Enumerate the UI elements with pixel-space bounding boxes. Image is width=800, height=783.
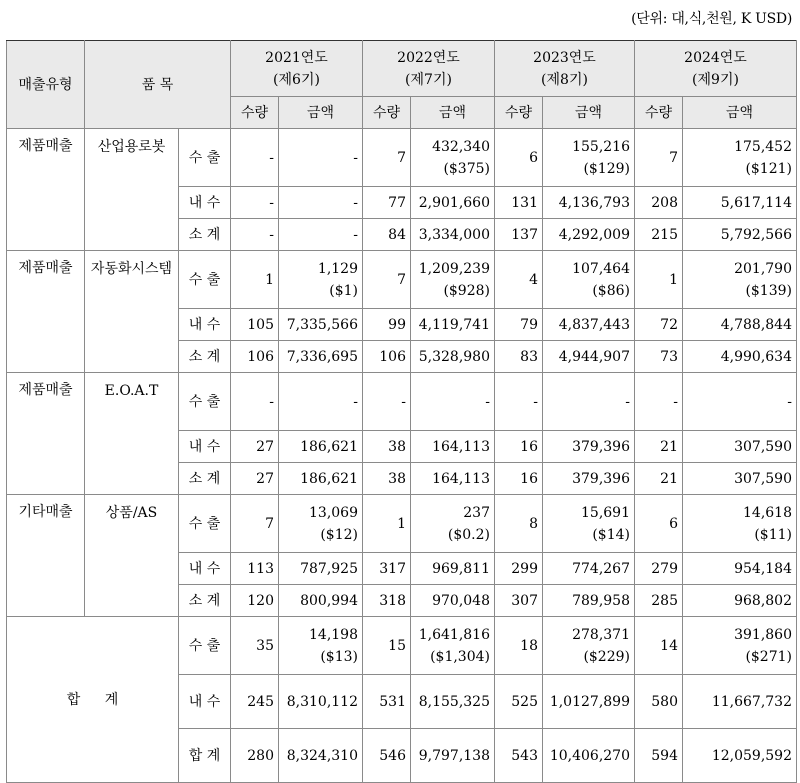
- qty-cell: 73: [635, 341, 683, 373]
- qty-cell: 15: [363, 617, 411, 675]
- header-row-years: [7, 41, 797, 97]
- amount-cell: [543, 495, 635, 553]
- qty-cell: 27: [231, 431, 279, 463]
- amount-krw: 15,691: [581, 504, 630, 521]
- amount-cell: [543, 187, 635, 219]
- amount-usd: ($1): [329, 282, 358, 299]
- amount-krw: 186,621: [300, 438, 358, 455]
- sales-type-cell: 기타매출: [7, 495, 85, 617]
- amount-cell: [279, 617, 363, 675]
- amount-krw: 164,113: [432, 438, 490, 455]
- amount-krw: 4,944,907: [558, 348, 630, 365]
- amount-krw: 800,994: [300, 592, 358, 609]
- amount-cell: [543, 675, 635, 729]
- qty-cell: 6: [495, 129, 543, 187]
- qty-cell: -: [231, 129, 279, 187]
- table-body: [7, 129, 797, 783]
- amount-krw: 379,396: [572, 470, 630, 487]
- amount-cell: [683, 219, 797, 251]
- amount-usd: ($129): [583, 160, 630, 177]
- amount-cell: [411, 495, 495, 553]
- qty-cell: 7: [635, 129, 683, 187]
- header-item: 품 목: [85, 41, 231, 129]
- amount-cell: [279, 341, 363, 373]
- qty-cell: -: [231, 373, 279, 431]
- row-label-cell: 수 출: [179, 495, 231, 553]
- qty-cell: 16: [495, 431, 543, 463]
- amount-cell: [543, 729, 635, 783]
- amount-krw: 1,209,239: [418, 260, 490, 277]
- header-year-2024: [635, 41, 797, 97]
- amount-cell: [411, 729, 495, 783]
- term-label: (제7기): [405, 71, 452, 88]
- amount-krw: 11,667,732: [711, 693, 792, 710]
- qty-cell: 105: [231, 309, 279, 341]
- amount-krw: 4,837,443: [558, 316, 630, 333]
- qty-cell: 131: [495, 187, 543, 219]
- amount-krw: -: [353, 149, 358, 166]
- qty-cell: 16: [495, 463, 543, 495]
- qty-cell: 14: [635, 617, 683, 675]
- amount-krw: 12,059,592: [711, 747, 792, 764]
- amount-cell: [411, 219, 495, 251]
- table-row: [7, 495, 797, 553]
- amount-cell: [279, 129, 363, 187]
- amount-usd: ($271): [745, 648, 792, 665]
- amount-cell: [411, 187, 495, 219]
- qty-cell: 215: [635, 219, 683, 251]
- row-label-cell: 소 계: [179, 585, 231, 617]
- amount-krw: 10,406,270: [549, 747, 630, 764]
- qty-cell: 84: [363, 219, 411, 251]
- amount-cell: [543, 617, 635, 675]
- qty-cell: -: [363, 373, 411, 431]
- amount-krw: 5,617,114: [720, 194, 792, 211]
- amount-krw: 14,198: [309, 626, 358, 643]
- amount-cell: [543, 463, 635, 495]
- qty-cell: 6: [635, 495, 683, 553]
- amount-krw: 2,901,660: [418, 194, 490, 211]
- amount-krw: -: [787, 393, 792, 410]
- amount-krw: -: [353, 226, 358, 243]
- amount-cell: [411, 617, 495, 675]
- amount-krw: 175,452: [734, 138, 792, 155]
- amount-krw: -: [485, 393, 490, 410]
- amount-usd: ($139): [745, 282, 792, 299]
- qty-cell: 317: [363, 553, 411, 585]
- amount-usd: ($1,304): [430, 648, 490, 665]
- amount-krw: 4,136,793: [558, 194, 630, 211]
- row-label-cell: 소 계: [179, 219, 231, 251]
- amount-usd: ($121): [745, 160, 792, 177]
- qty-cell: 543: [495, 729, 543, 783]
- amount-krw: 278,371: [572, 626, 630, 643]
- amount-cell: [683, 251, 797, 309]
- header-amount: 금액: [411, 97, 495, 129]
- amount-cell: [279, 675, 363, 729]
- amount-usd: ($86): [592, 282, 630, 299]
- qty-cell: 113: [231, 553, 279, 585]
- amount-cell: [279, 729, 363, 783]
- amount-krw: 954,184: [734, 560, 792, 577]
- header-qty: 수량: [363, 97, 411, 129]
- qty-cell: 318: [363, 585, 411, 617]
- header-sales-type: 매출유형: [7, 41, 85, 129]
- qty-cell: 7: [363, 129, 411, 187]
- amount-cell: [683, 431, 797, 463]
- amount-cell: [411, 373, 495, 431]
- qty-cell: 21: [635, 431, 683, 463]
- amount-usd: ($0.2): [447, 526, 490, 543]
- row-label-cell: 내 수: [179, 553, 231, 585]
- row-label-cell: 합 계: [179, 729, 231, 783]
- amount-cell: [279, 309, 363, 341]
- qty-cell: 1: [231, 251, 279, 309]
- qty-cell: 208: [635, 187, 683, 219]
- qty-cell: 27: [231, 463, 279, 495]
- qty-cell: 580: [635, 675, 683, 729]
- qty-cell: 21: [635, 463, 683, 495]
- amount-cell: [683, 553, 797, 585]
- amount-cell: [683, 675, 797, 729]
- qty-cell: 1: [635, 251, 683, 309]
- amount-krw: 789,958: [572, 592, 630, 609]
- amount-krw: 237: [463, 504, 490, 521]
- row-label-cell: 소 계: [179, 341, 231, 373]
- sales-type-cell: 제품매출: [7, 373, 85, 495]
- sales-type-cell: 제품매출: [7, 251, 85, 373]
- amount-cell: [683, 341, 797, 373]
- qty-cell: 307: [495, 585, 543, 617]
- amount-cell: [543, 219, 635, 251]
- qty-cell: 525: [495, 675, 543, 729]
- header-qty: 수량: [635, 97, 683, 129]
- amount-krw: 107,464: [572, 260, 630, 277]
- amount-cell: [683, 585, 797, 617]
- amount-krw: 5,328,980: [418, 348, 490, 365]
- amount-krw: 391,860: [734, 626, 792, 643]
- row-label-cell: 수 출: [179, 373, 231, 431]
- amount-krw: 155,216: [572, 138, 630, 155]
- amount-cell: [279, 373, 363, 431]
- amount-usd: ($375): [443, 160, 490, 177]
- amount-cell: [683, 617, 797, 675]
- table-row: [7, 373, 797, 431]
- item-name-cell: 상품/AS: [85, 495, 179, 617]
- header-amount: 금액: [279, 97, 363, 129]
- amount-krw: 7,336,695: [286, 348, 358, 365]
- qty-cell: -: [231, 219, 279, 251]
- amount-cell: [411, 553, 495, 585]
- amount-krw: 970,048: [432, 592, 490, 609]
- amount-krw: 4,292,009: [558, 226, 630, 243]
- qty-cell: 83: [495, 341, 543, 373]
- item-name-cell: 자동화시스템: [85, 251, 179, 373]
- amount-cell: [411, 585, 495, 617]
- header-year-2021: [231, 41, 363, 97]
- total-row: [7, 617, 797, 675]
- amount-cell: [279, 495, 363, 553]
- amount-krw: 164,113: [432, 470, 490, 487]
- qty-cell: 299: [495, 553, 543, 585]
- row-label-cell: 수 출: [179, 251, 231, 309]
- qty-cell: 18: [495, 617, 543, 675]
- amount-krw: 4,119,741: [418, 316, 490, 333]
- amount-cell: [683, 729, 797, 783]
- qty-cell: 38: [363, 463, 411, 495]
- amount-krw: 3,334,000: [418, 226, 490, 243]
- amount-krw: 968,802: [734, 592, 792, 609]
- amount-cell: [683, 495, 797, 553]
- amount-cell: [543, 341, 635, 373]
- qty-cell: 7: [363, 251, 411, 309]
- row-label-cell: 내 수: [179, 431, 231, 463]
- amount-cell: [279, 251, 363, 309]
- header-qty: 수량: [231, 97, 279, 129]
- amount-cell: [683, 463, 797, 495]
- amount-krw: 432,340: [432, 138, 490, 155]
- item-name-cell: 산업용로봇: [85, 129, 179, 251]
- qty-cell: -: [231, 187, 279, 219]
- sales-table: [6, 40, 797, 783]
- amount-cell: [411, 463, 495, 495]
- qty-cell: 35: [231, 617, 279, 675]
- qty-cell: 38: [363, 431, 411, 463]
- header-year-2023: [495, 41, 635, 97]
- amount-cell: [279, 585, 363, 617]
- amount-usd: ($12): [320, 526, 358, 543]
- qty-cell: 280: [231, 729, 279, 783]
- qty-cell: 72: [635, 309, 683, 341]
- qty-cell: 7: [231, 495, 279, 553]
- header-year-2022: [363, 41, 495, 97]
- amount-krw: 9,797,138: [418, 747, 490, 764]
- qty-cell: 106: [231, 341, 279, 373]
- term-label: (제6기): [273, 71, 320, 88]
- amount-cell: [543, 373, 635, 431]
- row-label-cell: 수 출: [179, 617, 231, 675]
- qty-cell: 279: [635, 553, 683, 585]
- amount-cell: [411, 675, 495, 729]
- amount-krw: 8,155,325: [418, 693, 490, 710]
- amount-krw: -: [353, 393, 358, 410]
- amount-cell: [543, 585, 635, 617]
- row-label-cell: 내 수: [179, 675, 231, 729]
- row-label-cell: 내 수: [179, 309, 231, 341]
- unit-note: (단위: 대,식,천원, K USD): [631, 11, 792, 27]
- qty-cell: 79: [495, 309, 543, 341]
- qty-cell: 137: [495, 219, 543, 251]
- header-qty: 수량: [495, 97, 543, 129]
- amount-krw: 1,129: [317, 260, 358, 277]
- amount-cell: [279, 553, 363, 585]
- grand-total-label: 합 계: [7, 617, 179, 783]
- qty-cell: 531: [363, 675, 411, 729]
- amount-krw: 8,324,310: [286, 747, 358, 764]
- amount-krw: 7,335,566: [286, 316, 358, 333]
- amount-krw: 379,396: [572, 438, 630, 455]
- amount-cell: [543, 129, 635, 187]
- amount-krw: 4,788,844: [720, 316, 792, 333]
- amount-usd: ($928): [443, 282, 490, 299]
- amount-krw: 5,792,566: [720, 226, 792, 243]
- amount-cell: [683, 373, 797, 431]
- year-label: 2024연도: [684, 49, 747, 66]
- amount-krw: 4,990,634: [720, 348, 792, 365]
- amount-krw: 14,618: [743, 504, 792, 521]
- amount-usd: ($13): [320, 648, 358, 665]
- header-amount: 금액: [543, 97, 635, 129]
- qty-cell: 546: [363, 729, 411, 783]
- term-label: (제8기): [541, 71, 588, 88]
- qty-cell: 245: [231, 675, 279, 729]
- amount-cell: [411, 431, 495, 463]
- amount-cell: [543, 309, 635, 341]
- row-label-cell: 소 계: [179, 463, 231, 495]
- amount-krw: -: [353, 194, 358, 211]
- amount-krw: 969,811: [432, 560, 490, 577]
- amount-cell: [279, 431, 363, 463]
- sales-type-cell: 제품매출: [7, 129, 85, 251]
- amount-cell: [279, 187, 363, 219]
- amount-cell: [411, 341, 495, 373]
- amount-krw: 13,069: [309, 504, 358, 521]
- year-label: 2023연도: [533, 49, 596, 66]
- qty-cell: -: [495, 373, 543, 431]
- item-name-cell: E.O.A.T: [85, 373, 179, 495]
- row-label-cell: 내 수: [179, 187, 231, 219]
- amount-cell: [411, 309, 495, 341]
- qty-cell: 594: [635, 729, 683, 783]
- amount-krw: 8,310,112: [286, 693, 358, 710]
- amount-cell: [683, 187, 797, 219]
- amount-cell: [543, 431, 635, 463]
- amount-usd: ($11): [754, 526, 792, 543]
- qty-cell: 99: [363, 309, 411, 341]
- qty-cell: 77: [363, 187, 411, 219]
- amount-cell: [411, 129, 495, 187]
- amount-krw: 774,267: [572, 560, 630, 577]
- amount-krw: 201,790: [734, 260, 792, 277]
- amount-cell: [279, 463, 363, 495]
- term-label: (제9기): [692, 71, 739, 88]
- amount-cell: [543, 251, 635, 309]
- qty-cell: 1: [363, 495, 411, 553]
- amount-usd: ($229): [583, 648, 630, 665]
- table-row: [7, 129, 797, 187]
- amount-cell: [683, 309, 797, 341]
- table-row: [7, 251, 797, 309]
- amount-krw: 186,621: [300, 470, 358, 487]
- qty-cell: 120: [231, 585, 279, 617]
- qty-cell: 285: [635, 585, 683, 617]
- amount-cell: [279, 219, 363, 251]
- amount-cell: [543, 553, 635, 585]
- qty-cell: -: [635, 373, 683, 431]
- header-amount: 금액: [683, 97, 797, 129]
- amount-krw: 1,641,816: [418, 626, 490, 643]
- year-label: 2022연도: [397, 49, 460, 66]
- row-label-cell: 수 출: [179, 129, 231, 187]
- amount-krw: 307,590: [734, 470, 792, 487]
- amount-krw: 1,0127,899: [549, 693, 630, 710]
- amount-krw: 307,590: [734, 438, 792, 455]
- amount-cell: [411, 251, 495, 309]
- amount-krw: 787,925: [300, 560, 358, 577]
- qty-cell: 4: [495, 251, 543, 309]
- amount-cell: [683, 129, 797, 187]
- amount-krw: -: [625, 393, 630, 410]
- year-label: 2021연도: [265, 49, 328, 66]
- amount-usd: ($14): [592, 526, 630, 543]
- qty-cell: 106: [363, 341, 411, 373]
- qty-cell: 8: [495, 495, 543, 553]
